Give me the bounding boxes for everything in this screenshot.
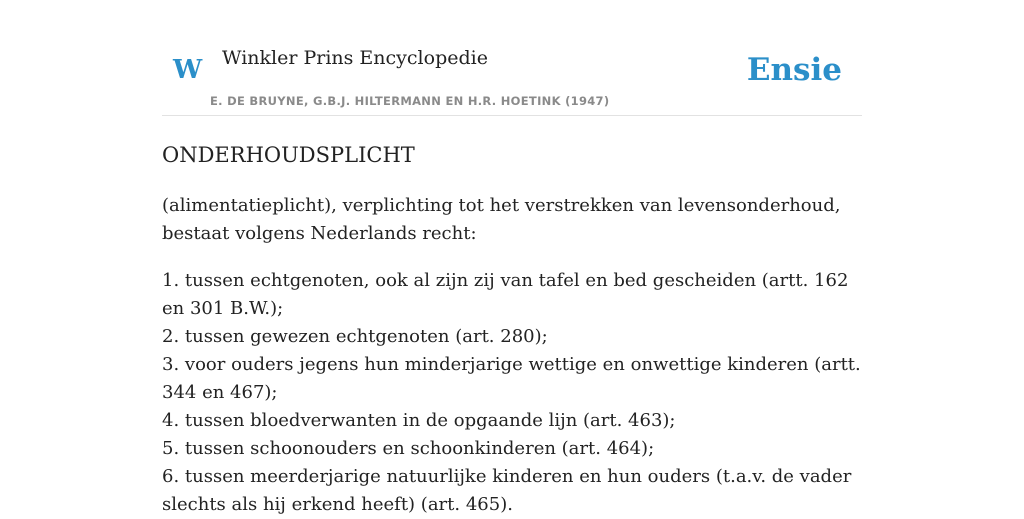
- source-logo[interactable]: W: [173, 55, 203, 85]
- list-item: 6. tussen meerderjarige natuurlijke kinderen en hun ouders (t.a.v. de vader slechts als hij erkend heeft) (art. 465).: [162, 466, 852, 515]
- list-item: 4. tussen bloedverwanten in de opgaande lijn (art. 463);: [162, 410, 676, 431]
- list-item: 3. voor ouders jegens hun minderjarige wettige en onwettige kinderen (artt. 344 en 467);: [162, 354, 861, 403]
- list-item: 1. tussen echtgenoten, ook al zijn zij van tafel en bed gescheiden (artt. 162 en 301 B.W.);: [162, 270, 849, 319]
- article-title: ONDERHOUDSPLICHT: [162, 143, 415, 167]
- brand-logo[interactable]: Ensie: [746, 52, 842, 88]
- article-intro: (alimentatieplicht), verplichting tot het verstrekken van levensonderhoud, bestaat volgens Nederlands recht:: [162, 195, 841, 244]
- list-item: 2. tussen gewezen echtgenoten (art. 280);: [162, 326, 548, 347]
- list-item: 5. tussen schoonouders en schoonkinderen (art. 464);: [162, 438, 655, 459]
- page: [162, 0, 862, 515]
- article-list: [162, 267, 862, 519]
- source-header: [162, 0, 862, 116]
- source-authors: E. DE BRUYNE, G.B.J. HILTERMANN EN H.R. HOETINK (1947): [210, 94, 610, 108]
- source-title-link[interactable]: Winkler Prins Encyclopedie: [222, 47, 488, 69]
